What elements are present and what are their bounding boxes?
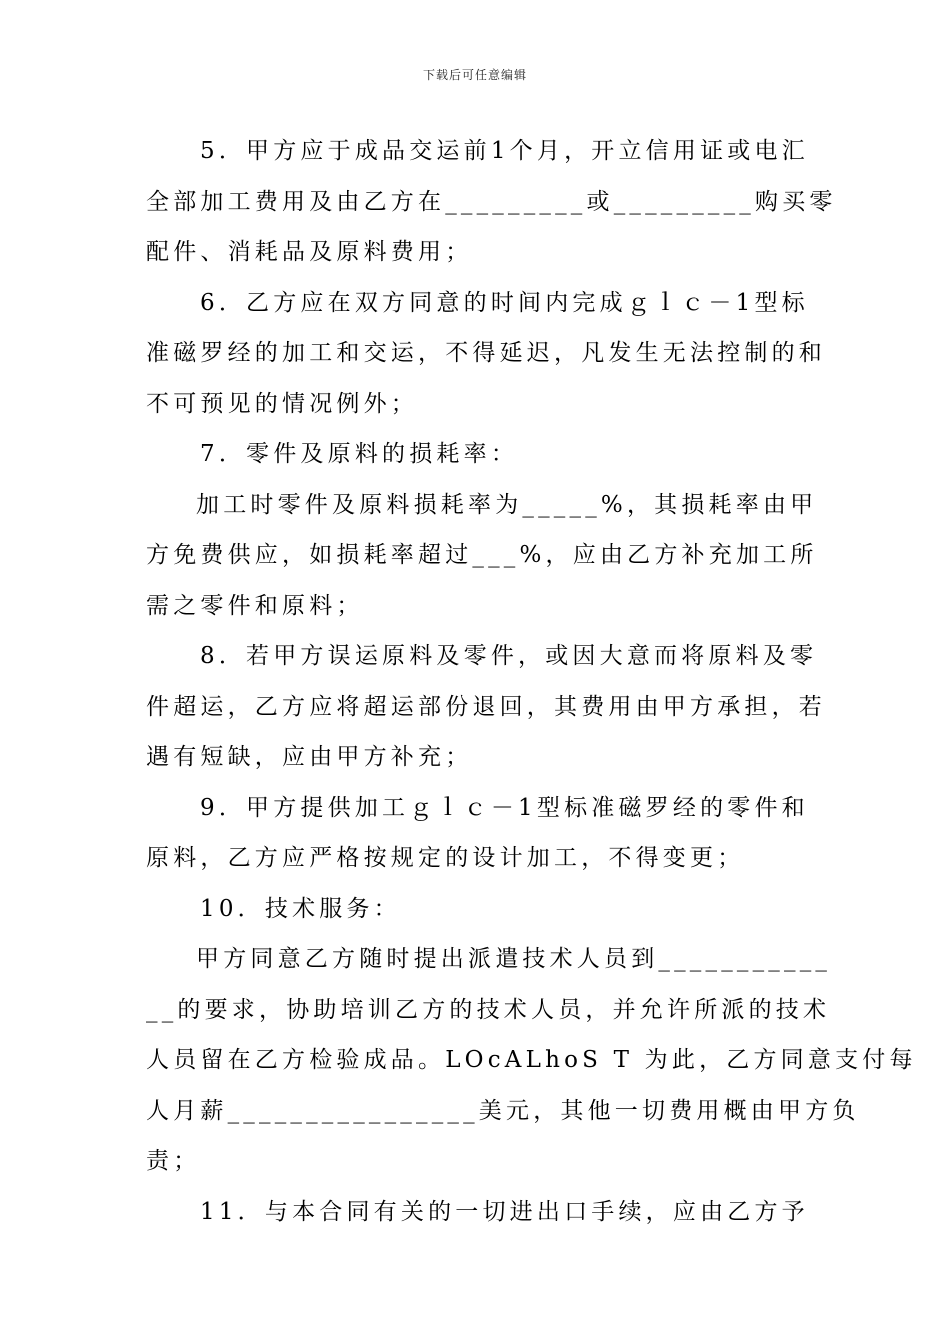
clause-11 [146,1187,809,1238]
clause-9-line-1: 9．甲方提供加工ｇｌｃ－1型标准磁罗经的零件和 [200,794,809,821]
clause-10-line-4: 人员留在乙方检验成品。LOcALhoS T 为此，乙方同意支付每 [146,1047,917,1073]
clause-7-line-4: 需之零件和原料； [146,592,364,619]
clause-8-line-2: 件超运，乙方应将超运部份退回，其费用由甲方承担，若 [146,693,826,720]
clause-10-line-2: 甲方同意乙方随时提出派遣技术人员到___________ [196,946,832,972]
clause-6-line-1: 6．乙方应在双方同意的时间内完成ｇｌｃ－1型标 [200,289,809,316]
clause-10-line-5: 人月薪________________美元，其他一切费用概由甲方负 [146,1097,860,1124]
clause-11-line-1: 11．与本合同有关的一切进出口手续，应由乙方予 [200,1198,809,1225]
clause-8 [146,631,826,783]
clause-7-line-2: 加工时零件及原料损耗率为_____%，其损耗率由甲 [196,491,818,518]
clause-8-line-3: 遇有短缺，应由甲方补充； [146,744,473,770]
clause-10 [146,884,917,1187]
clause-8-line-1: 8．若甲方误运原料及零件，或因大意而将原料及零 [200,643,818,669]
clause-6-line-2: 准磁罗经的加工和交运，不得延迟，凡发生无法控制的和 [146,340,826,366]
page-header-note: 下载后可任意编辑 [422,68,527,82]
clause-6-line-3: 不可预见的情况例外； [146,390,418,417]
clause-5-line-1: 5．甲方应于成品交运前1个月，开立信用证或电汇 [200,138,809,164]
contract-body [146,126,917,1237]
clause-10-line-3: __的要求，协助培训乙方的技术人员，并允许所派的技术 [146,996,831,1023]
clause-5 [146,126,837,278]
clause-10-line-6: 责； [146,1148,201,1174]
clause-5-line-2: 全部加工费用及由乙方在_________或_________购买零 [146,188,837,215]
clause-10-line-1: 10．技术服务： [200,895,401,922]
clause-7 [146,429,818,631]
clause-6 [146,278,826,430]
clause-9-line-2: 原料，乙方应严格按规定的设计加工，不得变更； [146,845,745,871]
clause-7-line-3: 方免费供应，如损耗率超过___%，应由乙方补充加工所 [146,542,818,568]
clause-5-line-3: 配件、消耗品及原料费用； [146,239,473,265]
clause-7-line-1: 7．零件及原料的损耗率： [200,441,519,467]
clause-9 [146,783,809,884]
